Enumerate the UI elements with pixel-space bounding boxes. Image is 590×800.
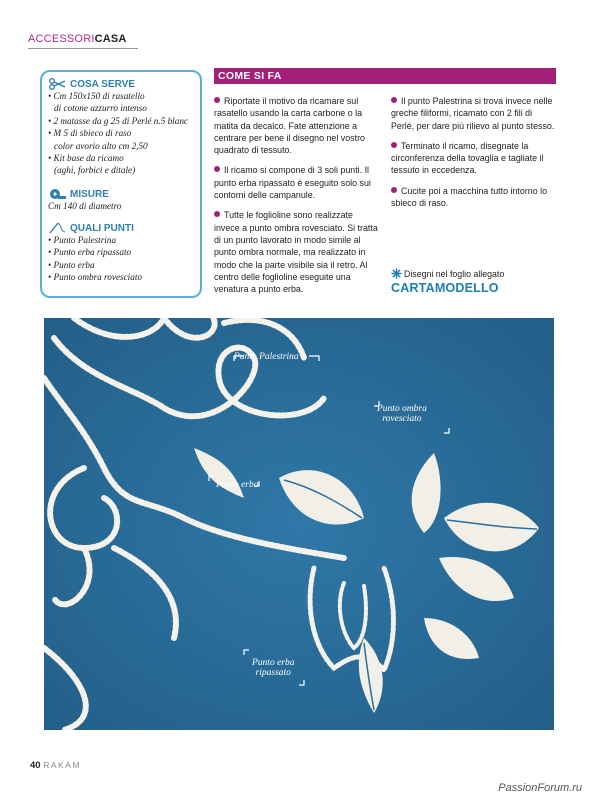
list-item: • Punto erba (48, 259, 95, 270)
label-punto-erba: Punto erba (216, 480, 259, 490)
subsection-label: CASA (94, 33, 127, 45)
bullet-icon (391, 187, 397, 193)
list-item: • M 5 di sbieco di raso (48, 128, 132, 139)
label-punto-ombra-rovesciato: Punto ombra rovesciato (377, 404, 427, 424)
paragraph: Riportate il motivo da ricamare sul rasatello usando la carta carbone o la matita da decalco. Fate attenzione a centrare per bene il disegno nel vostro quadrato di tessuto. (214, 96, 365, 156)
misure-title: MISURE (70, 188, 109, 200)
page-footer (30, 760, 81, 771)
list-item: • Cm 150x150 di rasatello (48, 91, 145, 101)
list-item: • Kit base da ricamo (48, 153, 124, 164)
come-si-fa-bar (214, 68, 556, 84)
pattern-note: Disegni nel foglio allegato (391, 268, 504, 279)
embroidery-photo (44, 318, 554, 730)
materials-list (48, 90, 188, 177)
cosa-serve-section (48, 78, 188, 177)
embroidery-illustration (44, 318, 554, 730)
list-item: • Punto Palestrina (48, 235, 117, 245)
needle-icon (48, 222, 66, 234)
list-item: • 2 matasse da g 25 di Perlé n.5 blanc (48, 115, 188, 126)
instructions-column-1 (214, 95, 378, 303)
list-item: di cotone azzurro intenso (54, 103, 147, 114)
bullet-icon (214, 97, 220, 103)
quali-punti-title: QUALI PUNTI (70, 222, 134, 234)
scissors-icon (48, 78, 66, 90)
label-punto-palestrina: Punto Palestrina (234, 352, 299, 362)
list-item: Cm 140 di diametro (48, 201, 122, 211)
pattern-title: CARTAMODELLO (391, 281, 499, 295)
watermark: PassionForum.ru (498, 782, 582, 794)
list-item: color avorio alto cm 2,50 (54, 140, 148, 151)
header-divider (28, 48, 138, 49)
instructions-column-2 (391, 95, 555, 217)
bullet-icon (214, 166, 220, 172)
magazine-name: RAKAM (43, 760, 81, 770)
paragraph: Terminato il ricamo, disegnate la circonferenza della tovaglia e tagliate il tessuto in eccedenza. (391, 140, 544, 176)
paragraph: Il ricamo si compone di 3 soli punti. Il punto erba ripassato è eseguito solo sui contorni delle campanule. (214, 165, 371, 201)
materials-box (40, 70, 202, 298)
tape-measure-icon (48, 188, 66, 200)
quali-punti-section (48, 222, 142, 284)
page-number: 40 (30, 760, 41, 771)
bullet-icon (214, 211, 220, 217)
bullet-icon (391, 142, 397, 148)
come-si-fa-title: COME SI FA (218, 70, 282, 82)
paragraph: Il punto Palestrina si trova invece nelle greche filiformi, ricamato con 2 fili di Perlé, per dare più rilievo al punto stesso. (391, 96, 555, 131)
section-header (28, 33, 127, 45)
section-label: ACCESSORI (28, 33, 95, 45)
paragraph: Tutte le foglioline sono realizzate invece a punto ombra rovesciato. Si tratta di un punto lavorato in modo simile al punto ombra normale, ma realizzato in modo che la parte visibile sia il retro. Al centro delle foglioline eseguite una venatura a punto erba. (214, 210, 378, 295)
snowflake-icon (391, 268, 402, 279)
paragraph: Cucite poi a macchina tutto intorno lo sbieco di raso. (391, 185, 548, 209)
list-item: • Punto ombra rovesciato (48, 272, 142, 283)
misure-section (48, 188, 121, 212)
bullet-icon (391, 97, 397, 103)
list-item: (aghi, forbici e ditale) (54, 165, 136, 176)
label-punto-erba-ripassato: Punto erba ripassato (252, 658, 295, 678)
list-item: • Punto erba ripassato (48, 247, 132, 258)
cosa-serve-title: COSA SERVE (70, 78, 136, 90)
